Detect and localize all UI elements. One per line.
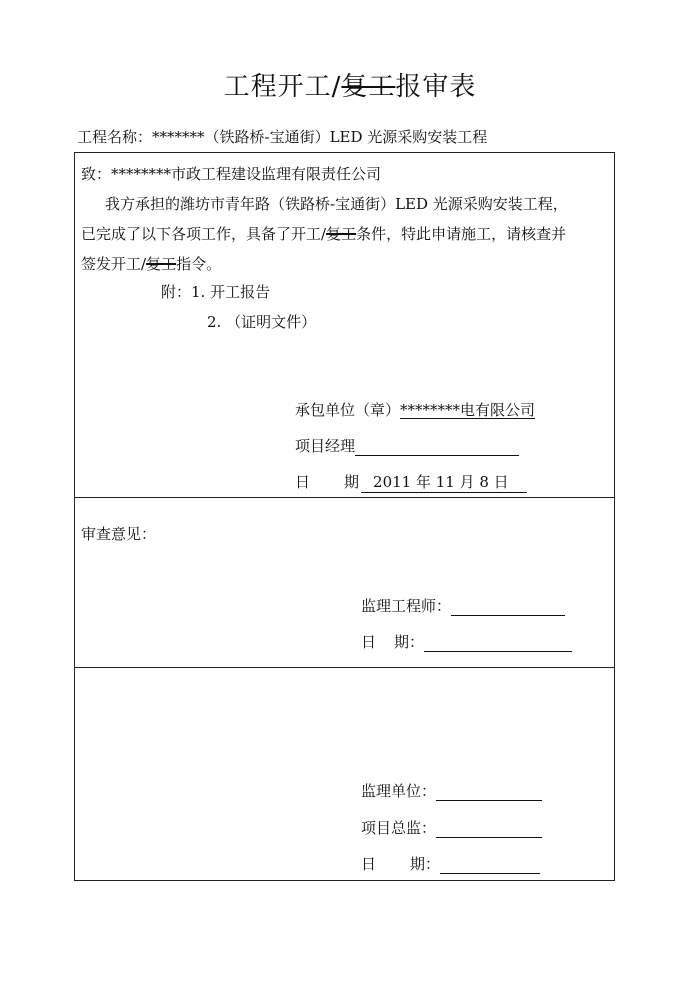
date-label-ri: 日 bbox=[295, 473, 311, 491]
request-line3-struck: 复工 bbox=[146, 255, 177, 273]
attachment-item-1: 1. 开工报告 bbox=[191, 283, 271, 301]
attachment-item-2: 2. （证明文件） bbox=[207, 313, 317, 331]
addressee-line bbox=[81, 163, 381, 184]
supervising-engineer-line bbox=[361, 595, 565, 616]
section3-date-ri: 日 bbox=[361, 855, 377, 873]
supervision-unit-line bbox=[361, 780, 542, 801]
project-manager-label: 项目经理 bbox=[295, 437, 356, 455]
project-director-label: 项目总监： bbox=[361, 819, 437, 837]
title-struck-text: 复工 bbox=[341, 72, 396, 102]
title-prefix: 工程开工/ bbox=[223, 72, 342, 102]
date-value: 2011 年 11 月 8 日 bbox=[373, 473, 509, 491]
supervising-engineer-blank[interactable] bbox=[451, 599, 565, 616]
supervision-unit-label: 监理单位： bbox=[361, 782, 437, 800]
supervising-engineer-label: 监理工程师： bbox=[361, 597, 452, 615]
section-divider-2 bbox=[75, 667, 614, 668]
section2-date-blank[interactable] bbox=[424, 635, 572, 652]
project-manager-blank[interactable] bbox=[355, 439, 519, 456]
date-value-field[interactable] bbox=[361, 471, 527, 493]
project-name-label: 工程名称： bbox=[77, 128, 153, 146]
project-name-line bbox=[77, 126, 487, 147]
section2-date-qi: 期： bbox=[394, 633, 425, 651]
date-label-qi: 期 bbox=[344, 473, 360, 491]
request-paragraph-line3 bbox=[81, 253, 221, 274]
request-line2-struck: 复工 bbox=[326, 225, 357, 243]
contractor-label: 承包单位（章） bbox=[295, 401, 401, 419]
section3-date-blank[interactable] bbox=[440, 857, 540, 874]
section3-date-line bbox=[361, 853, 540, 874]
request-line3-text-b: 指令。 bbox=[176, 255, 222, 273]
project-director-blank[interactable] bbox=[436, 821, 542, 838]
contractor-value: ********电有限公司 bbox=[400, 401, 536, 419]
addressee-value: ********市政工程建设监理有限责任公司 bbox=[111, 165, 382, 183]
section3-date-qi: 期： bbox=[410, 855, 441, 873]
project-manager-line bbox=[295, 435, 519, 456]
project-name-value: *******（铁路桥-宝通街）LED 光源采购安装工程 bbox=[152, 128, 488, 146]
request-paragraph-line1: 我方承担的潍坊市青年路（铁路桥-宝通街）LED 光源采购安装工程， bbox=[105, 195, 568, 213]
supervision-unit-blank[interactable] bbox=[436, 784, 542, 801]
request-line3-text-a: 签发开工/ bbox=[81, 255, 147, 273]
request-line2-text-a: 已完成了以下各项工作，具备了开工/ bbox=[81, 225, 327, 243]
section1-date-line bbox=[295, 471, 527, 493]
section2-date-ri: 日 bbox=[361, 633, 377, 651]
review-opinion-label: 审查意见： bbox=[81, 525, 157, 543]
attachment-label: 附： bbox=[161, 283, 192, 301]
contractor-line bbox=[295, 399, 535, 420]
request-line2-text-b: 条件，特此申请施工，请核查并 bbox=[356, 225, 567, 243]
page-title bbox=[0, 66, 700, 103]
attachment-line1 bbox=[161, 281, 270, 302]
addressee-label: 致： bbox=[81, 165, 112, 183]
title-suffix: 报审表 bbox=[395, 72, 477, 102]
form-table bbox=[74, 152, 615, 881]
request-paragraph-line2 bbox=[81, 223, 566, 244]
project-director-line bbox=[361, 817, 542, 838]
section-divider-1 bbox=[75, 497, 614, 498]
section2-date-line bbox=[361, 631, 572, 652]
